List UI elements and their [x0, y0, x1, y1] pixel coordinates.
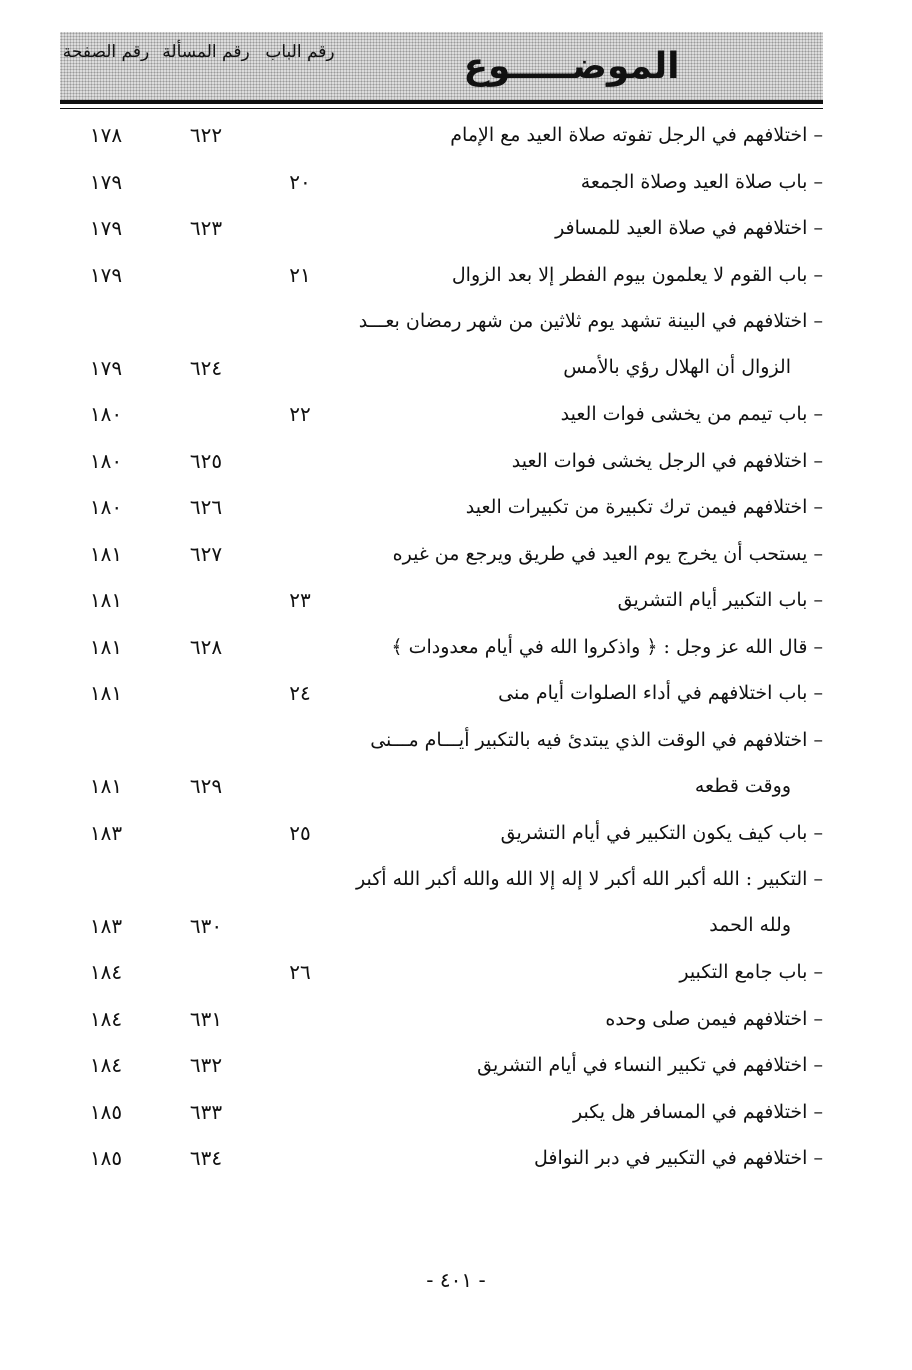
topic-column-title: الموضـــــوع [463, 46, 680, 87]
issue-number: ٦٢٤ [189, 355, 223, 380]
topic-continuation: الزوال أن الهلال رؤي بالأمس [563, 356, 791, 378]
topic-cell [333, 112, 823, 158]
topic-cell [333, 1042, 823, 1088]
topic-cell [333, 670, 823, 716]
table-row [60, 298, 823, 391]
page-number-cell: ١٨٠ [89, 448, 123, 473]
index-table [60, 112, 823, 1182]
topic-cell [333, 391, 823, 437]
table-row [60, 670, 823, 717]
topic-text: – التكبير : الله أكبر الله أكبر لا إله إلا الله والله أكبر الله أكبر [356, 868, 823, 890]
page-number-cell: ١٨١ [89, 541, 123, 566]
page-number-cell: ١٧٩ [89, 169, 123, 194]
topic-text: – باب القوم لا يعلمون بيوم الفطر إلا بعد الزوال [451, 263, 823, 286]
issue-number: ٦٣٣ [189, 1099, 223, 1124]
table-header [60, 32, 823, 104]
topic-text: – اختلافهم في الرجل تفوته صلاة العيد مع الإمام [450, 124, 823, 146]
table-row [60, 810, 823, 857]
page-number-cell: ١٨٥ [89, 1146, 123, 1170]
table-row [60, 856, 823, 949]
topic-text: – باب جامع التكبير [679, 961, 823, 983]
topic-text: – اختلافهم في الوقت الذي يبتدئ فيه بالتكبير أيـــام مـــنى [370, 728, 823, 751]
issue-number: ٦٣٠ [189, 913, 223, 938]
issue-number: ٦٢٥ [189, 448, 223, 473]
topic-text: – اختلافهم في التكبير في دبر النوافل [534, 1147, 823, 1169]
table-row [60, 1089, 823, 1136]
table-row [60, 624, 823, 671]
topic-text: – اختلافهم فيمن صلى وحده [605, 1007, 823, 1030]
page-number-cell: ١٨٣ [89, 913, 123, 938]
table-row [60, 1135, 823, 1182]
topic-text: – باب صلاة العيد وصلاة الجمعة [580, 170, 823, 193]
topic-cell [333, 205, 823, 251]
topic-text: – اختلافهم في صلاة العيد للمسافر [555, 217, 823, 239]
topic-text: – يستحب أن يخرج يوم العيد في طريق ويرجع من غيره [392, 542, 823, 565]
table-row [60, 1042, 823, 1089]
issue-number: ٦٣٤ [189, 1146, 223, 1170]
page-number-cell: ١٨٤ [89, 1006, 123, 1031]
topic-cell [333, 438, 823, 484]
topic-continuation: ولله الحمد [709, 914, 791, 936]
topic-cell [333, 996, 823, 1042]
chapter-column-title: رقم الباب [265, 42, 335, 62]
topic-text: – باب اختلافهم في أداء الصلوات أيام منى [498, 682, 823, 704]
chapter-number: ٢٤ [289, 681, 311, 705]
topic-cell [333, 856, 823, 948]
table-row [60, 531, 823, 578]
topic-cell [333, 1089, 823, 1135]
issue-number: ٦٣٢ [189, 1053, 223, 1077]
topic-text: – اختلافهم فيمن ترك تكبيرة من تكبيرات العيد [465, 496, 823, 518]
page-number: - ٤٠١ - [426, 1268, 486, 1292]
chapter-number: ٢٦ [289, 960, 311, 984]
topic-text: – قال الله عز وجل : ﴿ واذكروا الله في أيام معدودات ﴾ [391, 635, 823, 658]
page-number-cell: ١٧٨ [89, 123, 123, 147]
page-number-cell: ١٨٤ [89, 1053, 123, 1077]
issue-number: ٦٢٧ [189, 541, 223, 566]
topic-text: – باب التكبير أيام التشريق [617, 589, 823, 611]
chapter-number: ٢٢ [289, 402, 311, 426]
page-number-cell: ١٨٠ [89, 402, 123, 426]
topic-cell [333, 1135, 823, 1181]
issue-number: ٦٢٩ [189, 774, 223, 798]
topic-cell [333, 531, 823, 577]
page-number-cell: ١٧٩ [89, 262, 123, 287]
page-number-cell: ١٨١ [89, 588, 123, 612]
topic-cell [333, 298, 823, 390]
page-column-title: رقم الصفحة [62, 42, 150, 62]
issue-number: ٦٣١ [189, 1006, 223, 1031]
table-row [60, 159, 823, 206]
topic-text: – باب تيمم من يخشى فوات العيد [560, 403, 823, 425]
table-row [60, 577, 823, 624]
topic-text: – باب كيف يكون التكبير في أيام التشريق [500, 821, 823, 844]
topic-text: – اختلافهم في البينة تشهد يوم ثلاثين من شهر رمضان بعـــد [358, 310, 823, 332]
page-number-cell: ١٧٩ [89, 355, 123, 380]
table-row [60, 949, 823, 996]
table-row [60, 438, 823, 485]
page-number-cell: ١٨٥ [89, 1099, 123, 1124]
topic-cell [333, 577, 823, 623]
topic-continuation: ووقت قطعه [694, 774, 791, 797]
topic-cell [333, 949, 823, 995]
table-row [60, 391, 823, 438]
topic-text: – اختلافهم في المسافر هل يكبر [573, 1100, 823, 1123]
page-number-cell: ١٨٣ [89, 820, 123, 845]
header-rule [60, 108, 823, 109]
table-row [60, 252, 823, 299]
topic-text: – اختلافهم في تكبير النساء في أيام التشريق [477, 1054, 823, 1076]
topic-text: – اختلافهم في الرجل يخشى فوات العيد [511, 449, 823, 472]
page-number-cell: ١٧٩ [89, 216, 123, 240]
topic-cell [333, 159, 823, 205]
chapter-number: ٢١ [289, 262, 311, 287]
chapter-number: ٢٠ [289, 169, 311, 194]
table-row [60, 112, 823, 159]
table-row [60, 996, 823, 1043]
table-row [60, 717, 823, 810]
table-row [60, 484, 823, 531]
issue-number: ٦٢٣ [189, 216, 223, 240]
issue-number: ٦٢٢ [189, 123, 223, 147]
topic-cell [333, 810, 823, 856]
topic-cell [333, 624, 823, 670]
topic-cell [333, 252, 823, 298]
issue-number: ٦٢٨ [189, 634, 223, 659]
chapter-number: ٢٥ [289, 820, 311, 845]
page-number-cell: ١٨١ [89, 774, 123, 798]
chapter-number: ٢٣ [289, 588, 311, 612]
issue-number: ٦٢٦ [189, 495, 223, 519]
page-number-cell: ١٨٤ [89, 960, 123, 984]
page-number-cell: ١٨١ [89, 681, 123, 705]
issue-column-title: رقم المسألة [162, 42, 250, 62]
table-row [60, 205, 823, 252]
topic-cell [333, 717, 823, 809]
page-number-cell: ١٨٠ [89, 495, 123, 519]
page-number-cell: ١٨١ [89, 634, 123, 659]
topic-cell [333, 484, 823, 530]
